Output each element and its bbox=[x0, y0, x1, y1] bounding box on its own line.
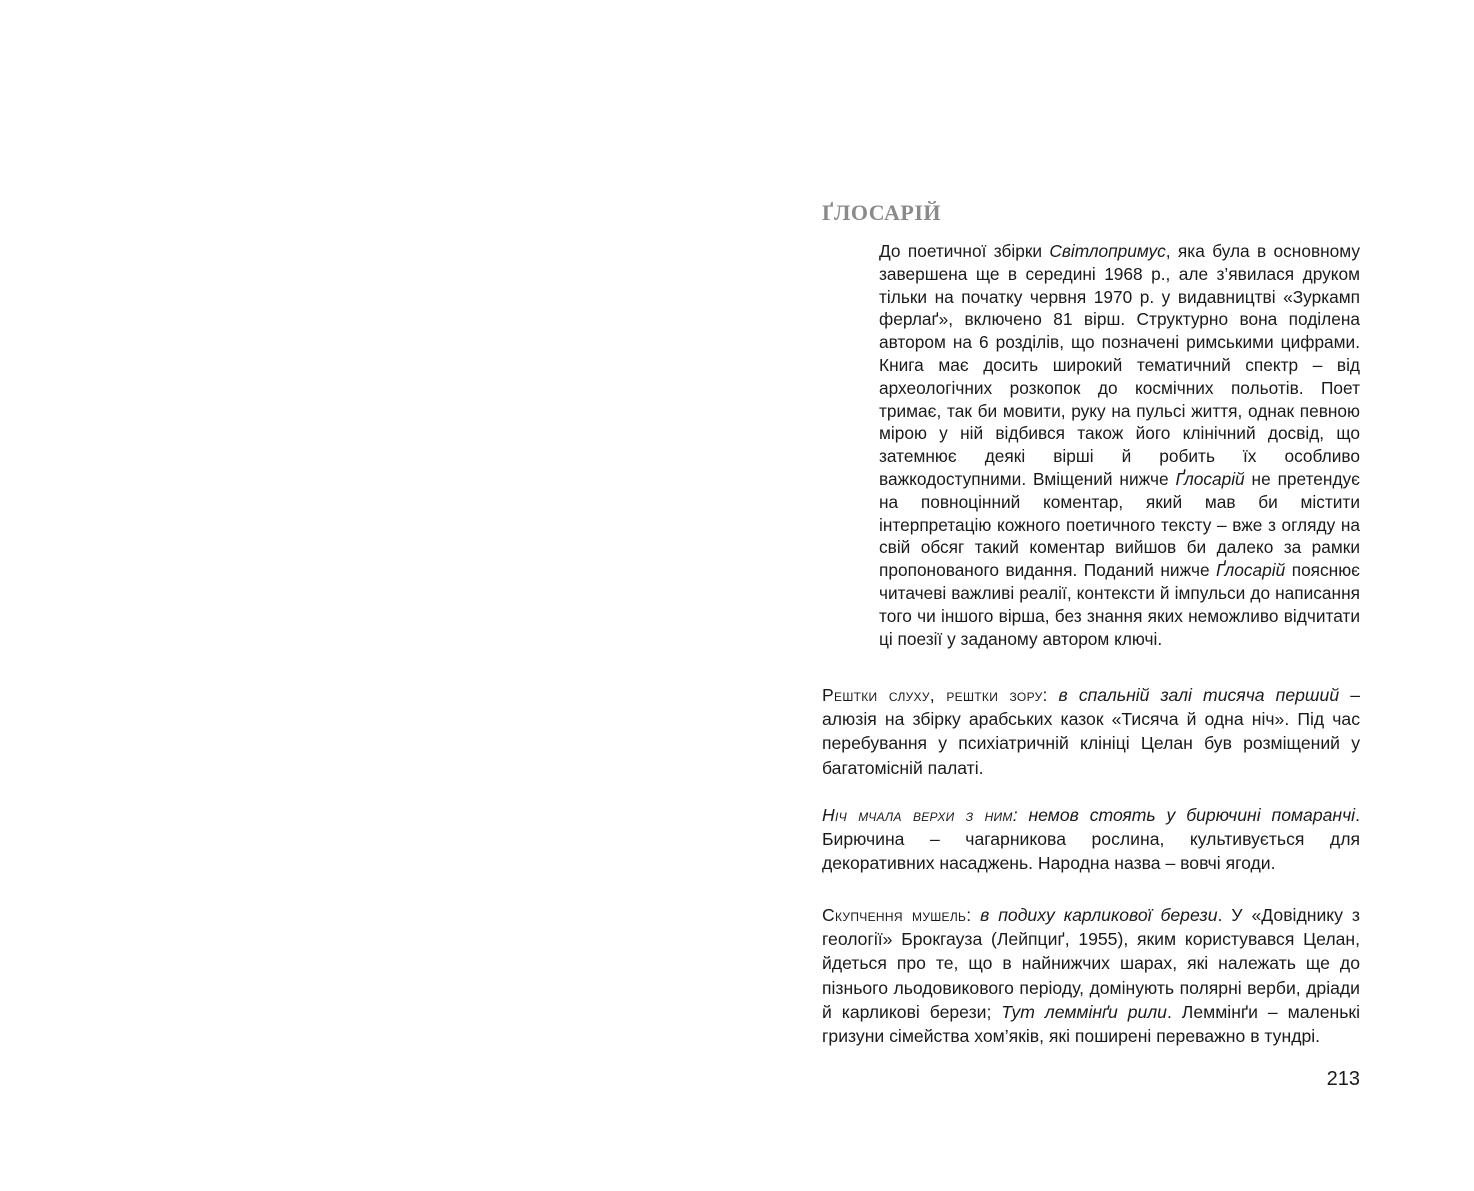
page-title: ҐЛОСАРІЙ bbox=[822, 200, 942, 225]
entry-quote: в спальній залі тисяча перший bbox=[1058, 685, 1340, 705]
glossary-reference: Ґлосарій bbox=[1175, 468, 1245, 489]
intro-text-3: не претендує на повноцінний коментар, який мав би містити інтерпретацію кожного поетичного тексту – вже з огляду на свій обсяг такий коментар вийшов би далеко за рамки пропонованого видання. Поданий нижче bbox=[879, 468, 1360, 581]
glossary-entry bbox=[822, 683, 1360, 780]
book-title: Світлопримус bbox=[1049, 241, 1166, 261]
glossary-reference: Ґлосарій bbox=[1216, 560, 1286, 581]
entry-text: . У «Довіднику з геології» Брокгауза (Лейпциґ, 1955), яким користувався Целан, йдеться про те, що в найнижчих шарах, які належать ще до пізнього льодовикового періоду, домінують полярні верби, дріади й карликові берези; bbox=[822, 905, 1360, 1022]
entry-quote: в подиху карликової берези bbox=[980, 905, 1218, 925]
entry-quote: : немов стоять у бирючині помаранчі bbox=[1012, 805, 1356, 825]
intro-text-2: , яка була в основному завершена ще в середині 1968 р., але з’явилася друком тільки на початку червня 1970 р. у видавництві «Зуркамп ферлаґ», включено 81 вірш. Структурно вона поділена автором на 6 розділів, що позначені римськими цифрами. Книга має досить широкий тематичний спектр – від археологічних розкопок до космічних польотів. Поет тримає, так би мовити, руку на пульсі життя, однак певною мірою у ній відбився також його клінічний досвід, що затемнює деякі вірші й робить їх особливо важкодоступними. Вміщений нижче bbox=[879, 241, 1360, 489]
page-number: 213 bbox=[1326, 1068, 1360, 1090]
entry-quote: Тут леммінґи рили bbox=[1001, 1001, 1167, 1022]
entry-text: . Леммінґи – маленькі гризуни сімейства хом’яків, які поширені переважно в тундрі. bbox=[822, 1001, 1361, 1047]
intro-text-4: пояснює читачеві важливі реалії, контексти й імпульси до написання того чи іншого вірша, без знання яких неможливо відчитати ці поезії у заданому автором ключі. bbox=[879, 560, 1361, 649]
intro-paragraph bbox=[879, 240, 1360, 650]
entry-text: – алюзія на збірку арабських казок «Тисяча й одна ніч». Під час перебування у психіатричній клініці Целан був розміщений у багатомісній палаті. bbox=[822, 685, 1361, 778]
entry-heading: Скупчення мушель bbox=[822, 905, 967, 925]
entry-text: . Бирючина – чагарникова рослина, культивується для декоративних насаджень. Народна назва – вовчі ягоди. bbox=[822, 805, 1360, 874]
entry-separator: : bbox=[966, 905, 981, 925]
intro-text-1: До поетичної збірки bbox=[879, 241, 1050, 261]
entry-heading: Ніч мчала верхи з ним bbox=[822, 805, 1013, 825]
glossary-entry bbox=[822, 903, 1360, 1048]
entry-separator: : bbox=[1042, 685, 1059, 705]
entry-heading: Рештки слуху, рештки зору bbox=[822, 685, 1043, 705]
glossary-entry bbox=[822, 803, 1360, 876]
